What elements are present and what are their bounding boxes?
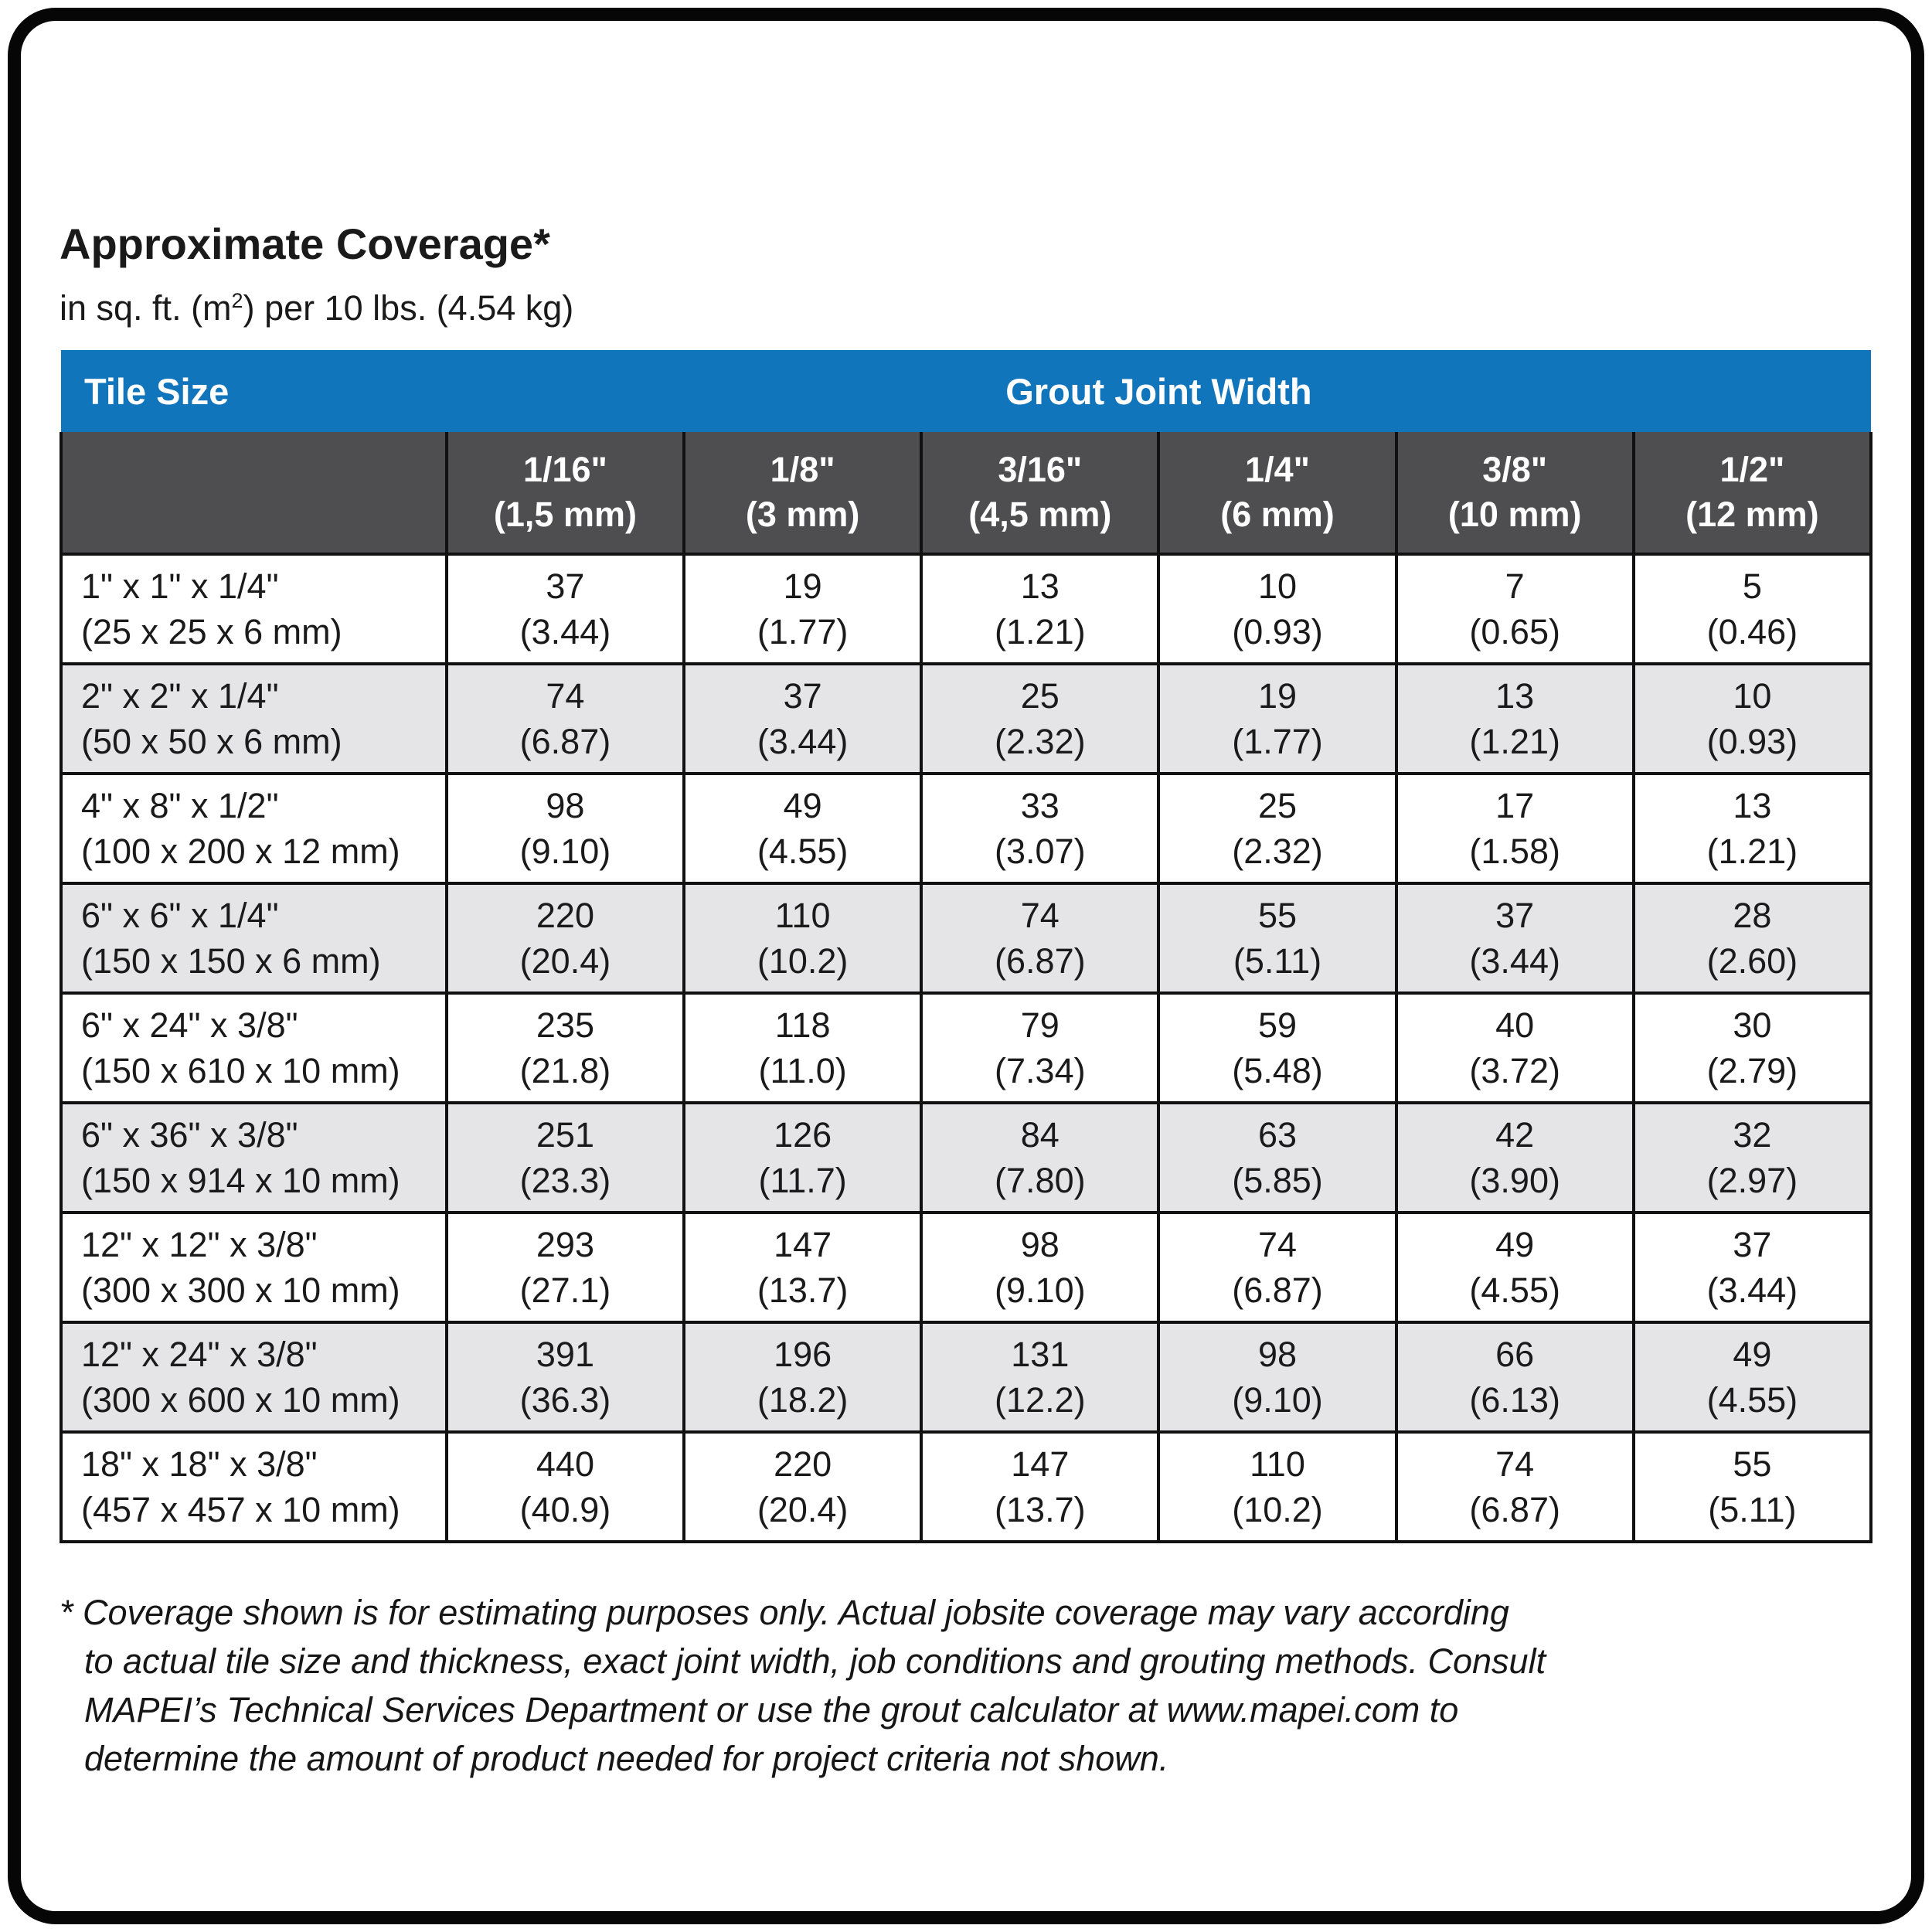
coverage-value: 10 (1733, 676, 1772, 716)
coverage-cell (1158, 1213, 1396, 1322)
footnote-line: to actual tile size and thickness, exact joint width, job conditions and grouting methods. Consult (84, 1641, 1546, 1681)
column-size-label: 3/8" (1482, 450, 1548, 489)
column-size-label: 1/4" (1245, 450, 1310, 489)
coverage-value: 10 (1257, 566, 1298, 606)
coverage-value: 30 (1733, 1005, 1772, 1045)
coverage-value: 40 (1495, 1005, 1535, 1045)
coverage-cell (447, 1213, 684, 1322)
footnote (60, 1588, 1872, 1783)
coverage-cell (1396, 1432, 1634, 1542)
coverage-cell (1396, 554, 1634, 664)
coverage-metric: (13.7) (757, 1270, 849, 1310)
coverage-metric: (5.11) (1708, 1490, 1797, 1529)
coverage-cell (447, 554, 684, 664)
coverage-value: 147 (774, 1225, 832, 1264)
coverage-cell (1396, 664, 1634, 774)
column-header-row (61, 432, 1871, 554)
coverage-metric: (23.3) (519, 1161, 611, 1200)
coverage-cell (684, 554, 921, 664)
coverage-cell (1634, 1322, 1871, 1432)
coverage-value: 220 (536, 896, 594, 935)
coverage-cell (447, 1432, 684, 1542)
coverage-value: 33 (1020, 786, 1060, 825)
coverage-metric: (9.10) (1232, 1380, 1323, 1420)
coverage-metric: (3.44) (1469, 941, 1560, 981)
column-header-3-16 (921, 432, 1158, 554)
tile-size-metric: (25 x 25 x 6 mm) (81, 612, 342, 651)
coverage-metric: (1.77) (757, 612, 849, 651)
coverage-cell (447, 774, 684, 883)
coverage-value: 131 (1011, 1335, 1070, 1374)
coverage-value: 32 (1733, 1115, 1772, 1155)
tile-size-metric: (50 x 50 x 6 mm) (81, 722, 342, 761)
coverage-cell (1634, 774, 1871, 883)
coverage-metric: (21.8) (519, 1051, 611, 1090)
coverage-metric: (7.80) (995, 1161, 1086, 1200)
coverage-value: 118 (774, 1005, 831, 1045)
grout-joint-width-header: Grout Joint Width (447, 350, 1871, 432)
coverage-cell (1634, 1432, 1871, 1542)
coverage-cell (684, 774, 921, 883)
tile-size-label: 1" x 1" x 1/4" (81, 566, 279, 606)
coverage-metric: (1.58) (1469, 832, 1560, 871)
coverage-metric: (10.2) (757, 941, 849, 981)
coverage-cell (447, 1103, 684, 1213)
coverage-value: 63 (1257, 1115, 1298, 1155)
coverage-metric: (2.97) (1706, 1161, 1798, 1200)
coverage-table (60, 350, 1872, 1543)
coverage-cell (921, 774, 1158, 883)
coverage-metric: (3.44) (519, 612, 611, 651)
column-header-3-8 (1396, 432, 1634, 554)
coverage-cell (921, 883, 1158, 993)
coverage-value: 37 (1733, 1225, 1772, 1264)
coverage-cell (1158, 664, 1396, 774)
coverage-cell (921, 1322, 1158, 1432)
coverage-cell (684, 664, 921, 774)
coverage-metric: (7.34) (995, 1051, 1086, 1090)
coverage-cell (1158, 1322, 1396, 1432)
tile-size-label: 2" x 2" x 1/4" (81, 676, 279, 716)
coverage-metric: (20.4) (519, 941, 611, 981)
coverage-metric: (1.21) (1469, 722, 1560, 761)
coverage-cell (921, 554, 1158, 664)
coverage-cell (684, 1432, 921, 1542)
coverage-value: 49 (1733, 1335, 1772, 1374)
coverage-value: 74 (1257, 1225, 1298, 1264)
coverage-metric: (6.87) (1232, 1270, 1323, 1310)
column-header-1-16 (447, 432, 684, 554)
tile-size-metric: (150 x 914 x 10 mm) (81, 1161, 400, 1200)
coverage-metric: (3.72) (1469, 1051, 1560, 1090)
coverage-metric: (5.85) (1232, 1161, 1323, 1200)
coverage-cell (1158, 774, 1396, 883)
tile-size-cell (61, 993, 447, 1103)
tile-size-cell (61, 883, 447, 993)
coverage-metric: (9.10) (519, 832, 611, 871)
coverage-value: 98 (1257, 1335, 1298, 1374)
coverage-metric: (13.7) (995, 1490, 1086, 1529)
tile-size-metric: (300 x 600 x 10 mm) (81, 1380, 400, 1420)
column-metric-label: (1,5 mm) (493, 495, 637, 534)
column-size-label: 3/16" (998, 450, 1083, 489)
coverage-value: 19 (783, 566, 822, 606)
coverage-cell (1396, 883, 1634, 993)
tile-size-header: Tile Size (61, 350, 447, 432)
coverage-cell (684, 1103, 921, 1213)
column-size-label: 1/2" (1719, 450, 1785, 489)
coverage-value: 74 (1495, 1444, 1535, 1484)
table-row (61, 664, 1871, 774)
coverage-cell (1158, 1432, 1396, 1542)
coverage-value: 79 (1020, 1005, 1060, 1045)
coverage-metric: (3.44) (1706, 1270, 1798, 1310)
coverage-value: 59 (1257, 1005, 1298, 1045)
coverage-cell (684, 883, 921, 993)
coverage-cell (1634, 554, 1871, 664)
coverage-value: 42 (1495, 1115, 1535, 1155)
table-row (61, 1432, 1871, 1542)
coverage-cell (1634, 993, 1871, 1103)
coverage-cell (447, 993, 684, 1103)
subtitle-post: ) per 10 lbs. (4.54 kg) (243, 288, 574, 328)
coverage-metric: (18.2) (757, 1380, 849, 1420)
coverage-cell (1396, 1103, 1634, 1213)
tile-size-cell (61, 774, 447, 883)
tile-size-label: 12" x 12" x 3/8" (81, 1225, 318, 1264)
coverage-metric: (2.32) (995, 722, 1086, 761)
coverage-metric: (4.55) (757, 832, 849, 871)
footnote-line: determine the amount of product needed for project criteria not shown. (84, 1739, 1169, 1778)
tile-size-label: 6" x 24" x 3/8" (81, 1005, 298, 1045)
table-row (61, 883, 1871, 993)
coverage-metric: (2.79) (1706, 1051, 1798, 1090)
coverage-metric: (6.87) (995, 941, 1086, 981)
tile-size-label: 6" x 36" x 3/8" (81, 1115, 298, 1155)
document-card (8, 8, 1924, 1924)
tile-size-label: 6" x 6" x 1/4" (81, 896, 279, 935)
coverage-value: 391 (536, 1335, 594, 1374)
coverage-value: 440 (536, 1444, 594, 1484)
coverage-metric: (0.46) (1706, 612, 1798, 651)
coverage-cell (1396, 774, 1634, 883)
coverage-metric: (9.10) (995, 1270, 1086, 1310)
coverage-value: 13 (1733, 786, 1772, 825)
coverage-metric: (5.48) (1232, 1051, 1323, 1090)
coverage-cell (447, 883, 684, 993)
tile-size-cell (61, 1103, 447, 1213)
coverage-value: 110 (1250, 1444, 1305, 1484)
column-size-label: 1/16" (522, 450, 607, 489)
coverage-value: 5 (1742, 566, 1762, 606)
coverage-metric: (27.1) (519, 1270, 611, 1310)
coverage-value: 126 (774, 1115, 832, 1155)
coverage-value: 110 (774, 896, 831, 935)
coverage-metric: (20.4) (757, 1490, 849, 1529)
column-header-1-2 (1634, 432, 1871, 554)
coverage-value: 98 (546, 786, 585, 825)
table-row (61, 1322, 1871, 1432)
coverage-cell (1158, 883, 1396, 993)
coverage-value: 84 (1020, 1115, 1060, 1155)
subtitle (60, 279, 1872, 330)
coverage-metric: (0.93) (1706, 722, 1798, 761)
coverage-value: 13 (1020, 566, 1060, 606)
coverage-metric: (12.2) (995, 1380, 1086, 1420)
coverage-metric: (4.55) (1706, 1380, 1798, 1420)
coverage-cell (684, 1213, 921, 1322)
coverage-metric: (0.93) (1232, 612, 1323, 651)
coverage-cell (1396, 1213, 1634, 1322)
tile-size-label: 12" x 24" x 3/8" (81, 1335, 318, 1374)
column-metric-label: (3 mm) (745, 495, 860, 534)
coverage-metric: (1.21) (995, 612, 1086, 651)
subtitle-pre: in sq. ft. (m (60, 288, 232, 328)
tile-size-cell (61, 664, 447, 774)
coverage-value: 25 (1257, 786, 1298, 825)
footnote-line: MAPEI’s Technical Services Department or use the grout calculator at www.mapei.com to (84, 1690, 1459, 1730)
tile-size-metric: (100 x 200 x 12 mm) (81, 832, 400, 871)
coverage-cell (921, 664, 1158, 774)
coverage-metric: (6.87) (1469, 1490, 1560, 1529)
column-metric-label: (6 mm) (1220, 495, 1335, 534)
coverage-metric: (10.2) (1232, 1490, 1323, 1529)
document-content (21, 21, 1911, 1783)
coverage-cell (1396, 1322, 1634, 1432)
coverage-cell (1396, 993, 1634, 1103)
coverage-metric: (3.90) (1469, 1161, 1560, 1200)
coverage-cell (921, 1432, 1158, 1542)
coverage-cell (1634, 664, 1871, 774)
column-metric-label: (12 mm) (1685, 495, 1819, 534)
tile-size-metric: (150 x 150 x 6 mm) (81, 941, 381, 981)
coverage-value: 74 (546, 676, 585, 716)
coverage-cell (684, 993, 921, 1103)
coverage-cell (1158, 554, 1396, 664)
table-row (61, 1103, 1871, 1213)
coverage-metric: (1.21) (1706, 832, 1798, 871)
table-row (61, 1213, 1871, 1322)
coverage-metric: (11.0) (758, 1051, 847, 1090)
page-title: Approximate Coverage* (60, 219, 550, 268)
subtitle-superscript: 2 (231, 289, 243, 312)
coverage-value: 19 (1257, 676, 1298, 716)
coverage-value: 251 (536, 1115, 594, 1155)
coverage-metric: (3.07) (995, 832, 1086, 871)
tile-size-metric: (300 x 300 x 10 mm) (81, 1270, 400, 1310)
coverage-cell (921, 1103, 1158, 1213)
table-row (61, 554, 1871, 664)
coverage-metric: (40.9) (519, 1490, 611, 1529)
coverage-value: 74 (1020, 896, 1060, 935)
coverage-cell (447, 1322, 684, 1432)
coverage-cell (1634, 1213, 1871, 1322)
column-metric-label: (10 mm) (1447, 495, 1582, 534)
coverage-value: 17 (1495, 786, 1535, 825)
coverage-cell (684, 1322, 921, 1432)
coverage-metric: (4.55) (1469, 1270, 1560, 1310)
tile-size-cell (61, 554, 447, 664)
tile-size-metric: (150 x 610 x 10 mm) (81, 1051, 400, 1090)
coverage-value: 49 (1495, 1225, 1535, 1264)
column-size-label: 1/8" (770, 450, 835, 489)
coverage-value: 55 (1257, 896, 1298, 935)
coverage-metric: (2.32) (1232, 832, 1323, 871)
coverage-metric: (6.13) (1469, 1380, 1560, 1420)
coverage-value: 37 (546, 566, 585, 606)
tile-size-label: 18" x 18" x 3/8" (81, 1444, 318, 1484)
coverage-value: 55 (1733, 1444, 1772, 1484)
tile-size-cell (61, 1432, 447, 1542)
coverage-value: 37 (1495, 896, 1535, 935)
tile-size-cell (61, 1322, 447, 1432)
coverage-metric: (1.77) (1232, 722, 1323, 761)
coverage-value: 98 (1020, 1225, 1060, 1264)
coverage-cell (1158, 993, 1396, 1103)
coverage-value: 235 (536, 1005, 594, 1045)
column-metric-label: (4,5 mm) (968, 495, 1112, 534)
coverage-value: 220 (774, 1444, 832, 1484)
coverage-value: 66 (1495, 1335, 1535, 1374)
coverage-cell (921, 993, 1158, 1103)
coverage-cell (1158, 1103, 1396, 1213)
empty-corner-cell (61, 432, 447, 554)
table-header-bar (61, 350, 1871, 432)
coverage-cell (447, 664, 684, 774)
column-header-1-8 (684, 432, 921, 554)
coverage-value: 7 (1505, 566, 1525, 606)
coverage-value: 293 (536, 1225, 594, 1264)
coverage-cell (1634, 883, 1871, 993)
tile-size-cell (61, 1213, 447, 1322)
coverage-value: 28 (1733, 896, 1772, 935)
coverage-metric: (5.11) (1233, 941, 1322, 981)
coverage-cell (921, 1213, 1158, 1322)
coverage-value: 25 (1020, 676, 1060, 716)
table-row (61, 774, 1871, 883)
coverage-metric: (3.44) (757, 722, 849, 761)
column-header-1-4 (1158, 432, 1396, 554)
footnote-line: * Coverage shown is for estimating purposes only. Actual jobsite coverage may vary according (60, 1593, 1509, 1632)
coverage-table-body (61, 554, 1871, 1542)
tile-size-metric: (457 x 457 x 10 mm) (81, 1490, 400, 1529)
coverage-value: 37 (783, 676, 822, 716)
coverage-value: 196 (774, 1335, 832, 1374)
coverage-metric: (0.65) (1469, 612, 1560, 651)
coverage-metric: (11.7) (758, 1161, 847, 1200)
coverage-cell (1634, 1103, 1871, 1213)
coverage-metric: (6.87) (519, 722, 611, 761)
coverage-value: 49 (783, 786, 822, 825)
coverage-value: 13 (1495, 676, 1535, 716)
coverage-value: 147 (1011, 1444, 1070, 1484)
tile-size-label: 4" x 8" x 1/2" (81, 786, 279, 825)
coverage-metric: (2.60) (1706, 941, 1798, 981)
table-row (61, 993, 1871, 1103)
coverage-metric: (36.3) (519, 1380, 611, 1420)
